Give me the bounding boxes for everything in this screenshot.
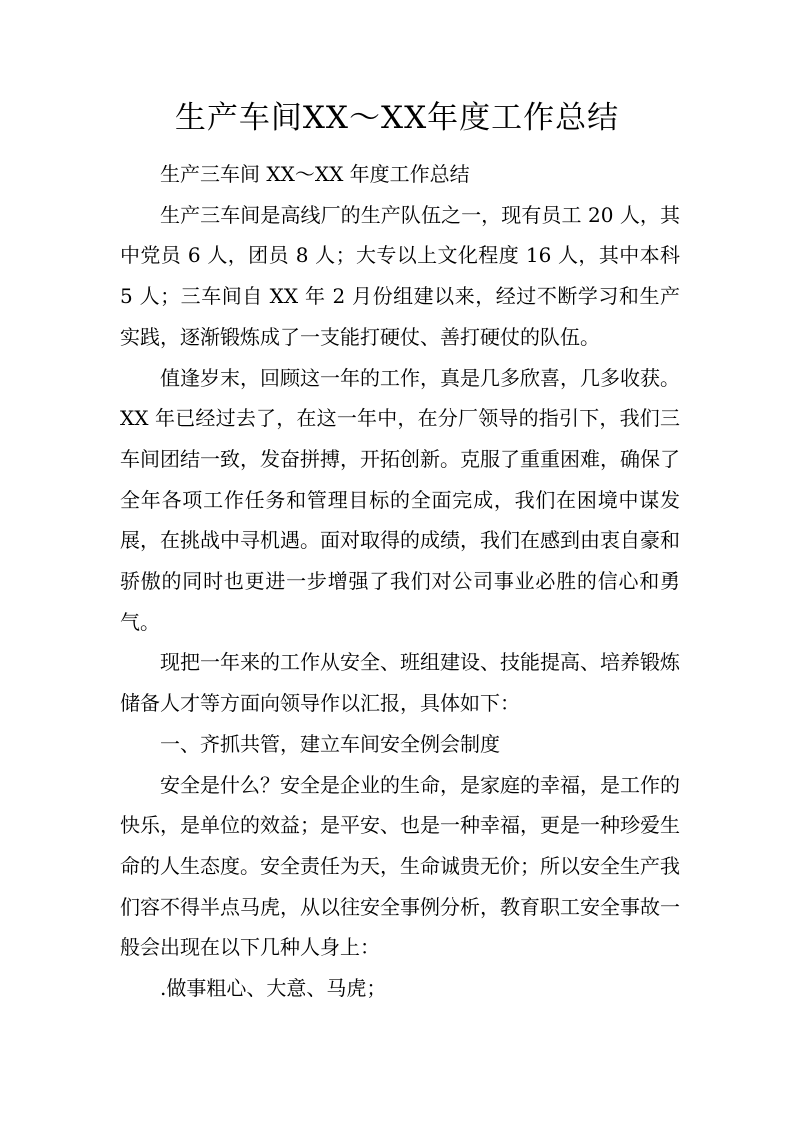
- report-intro-paragraph: 现把一年来的工作从安全、班组建设、技能提高、培养锻炼储备人才等方面向领导作以汇报，具体如下：: [120, 650, 680, 716]
- year-review-paragraph: 值逢岁末，回顾这一年的工作，真是几多欣喜，几多收获。XX 年已经过去了，在这一年中，在分厂领导的指引下，我们三车间团结一致，发奋拼搏，开拓创新。克服了重重困难，确保了全年各项工作任务和管理目标的全面完成，我们在困境中谋发展，在挑战中寻机遇。面对取得的成绩，我们在感到由衷自豪和骄傲的同时也更进一步增强了我们对公司事业必胜的信心和勇气。: [120, 365, 680, 634]
- safety-paragraph: 安全是什么？安全是企业的生命，是家庭的幸福，是工作的快乐，是单位的效益；是平安、也是一种幸福，更是一种珍爱生命的人生态度。安全责任为天，生命诚贵无价；所以安全生产我们容不得半点马虎，从以往安全事例分析，教育职工安全事故一般会出现在以下几种人身上：: [120, 772, 680, 960]
- section-heading-safety: 一、齐抓共管，建立车间安全例会制度: [160, 731, 500, 756]
- list-item: .做事粗心、大意、马虎；: [160, 976, 387, 1001]
- subtitle-paragraph: 生产三车间 XX～XX 年度工作总结: [160, 162, 470, 186]
- workshop-intro-paragraph: 生产三车间是高线厂的生产队伍之一，现有员工 20 人，其中党员 6 人，团员 8 人；大专以上文化程度 16 人，其中本科 5 人；三车间自 XX 年 2 月份组建以来，经过不断学习和生产实践，逐渐锻炼成了一支能打硬仗、善打硬仗的队伍。: [120, 202, 680, 349]
- document-title: 生产车间XX～XX年度工作总结: [174, 100, 620, 136]
- document-body: [120, 154, 680, 1009]
